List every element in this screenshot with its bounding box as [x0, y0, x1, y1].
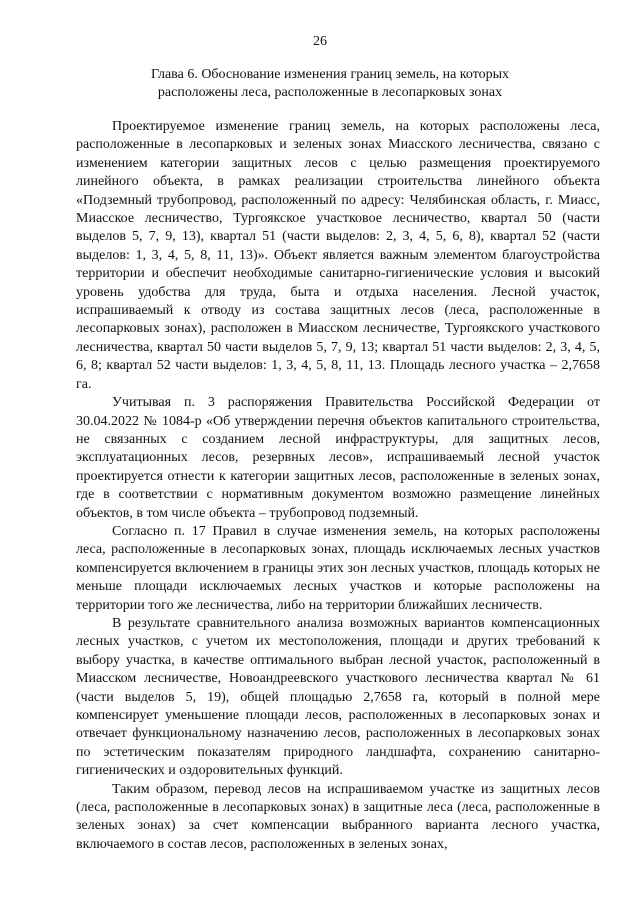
- page-number: 26: [313, 34, 327, 49]
- chapter-title: Глава 6. Обоснование изменения границ земель, на которых расположены леса, расположенные в лесопарковых зонах: [150, 67, 510, 100]
- paragraph: Согласно п. 17 Правил в случае изменения земель, на которых расположены леса, расположенные в лесопарковых зонах, площадь исключаемых лесных участков компенсируется включением в границы этих зон лесных участков, площадь которых не меньше площади исключаемых лесных участков и которые расположены на территории того же лесничества, либо на территории ближайших лесничеств.: [76, 523, 600, 613]
- paragraph: В результате сравнительного анализа возможных вариантов компенсационных лесных участков, с учетом их местоположения, площади и других требований к выбору участка, в качестве оптимального выбран лесной участок, расположенный в Миасском лесничестве, Новоандреевского участкового лесничества квартал № 61 (части выделов 5, 19), общей площадью 2,7658 га, который в полной мере компенсирует уменьшение площади лесов, расположенных в лесопарковых зонах и отвечает функциональному назначению лесов, расположенных в лесопарковых зонах по эстетическим показателям природного ландшафта, сохранению санитарно-гигиенических и оздоровительных функций.: [76, 615, 600, 779]
- paragraph: Таким образом, перевод лесов на испрашиваемом участке из защитных лесов (леса, расположенные в лесопарковых зонах) в защитные леса (леса, расположенные в зеленых зонах) за счет компенсации выбранного варианта лесного участка, включаемого в состав лесов, расположенных в зеленых зонах,: [76, 781, 600, 852]
- paragraph: Учитывая п. 3 распоряжения Правительства Российской Федерации от 30.04.2022 № 1084-р «Об утверждении перечня объектов капитального строительства, не связанных с созданием лесной инфраструктуры, для защитных лесов, эксплуатационных лесов, резервных лесов», испрашиваемый лесной участок проектируется отнести к категории защитных лесов, расположенные в зеленых зонах, где в соответствии с нормативным документом возможно размещение линейных объектов, в том числе объекта – трубопровод подземный.: [76, 395, 600, 521]
- body-text: [76, 118, 600, 854]
- paragraph: Проектируемое изменение границ земель, на которых расположены леса, расположенные в лесопарковых и зеленых зонах Миасского лесничества, связано с изменением категории защитных лесов с целью размещения проектируемого линейного объекта, в рамках реализации строительства линейного объекта «Подземный трубопровод, расположенный по адресу: Челябинская область, г. Миасс, Миасское лесничество, Тургоякское участковое лесничество, квартал 50 (части выделов 5, 7, 9, 13), квартал 51 (части выделов: 2, 3, 4, 5, 6, 8), квартал 52 (части выделов: 1, 3, 4, 5, 8, 11, 13)». Объект является важным элементом благоустройства территории и обеспечит необходимые санитарно-гигиенические условия и высокий уровень удобства для труда, быта и отдыха населения. Лесной участок, испрашиваемый к отводу из состава защитных лесов (леса, расположенные в лесопарковых зонах), расположен в Миасском лесничестве, Тургоякского участкового лесничества, квартал 50 части выделов 5, 7, 9, 13; квартал 51 части выделов: 2, 3, 4, 5, 6, 8; квартал 52 части выделов: 1, 3, 4, 5, 8, 11, 13. Площадь лесного участка – 2,7658 га.: [76, 119, 600, 392]
